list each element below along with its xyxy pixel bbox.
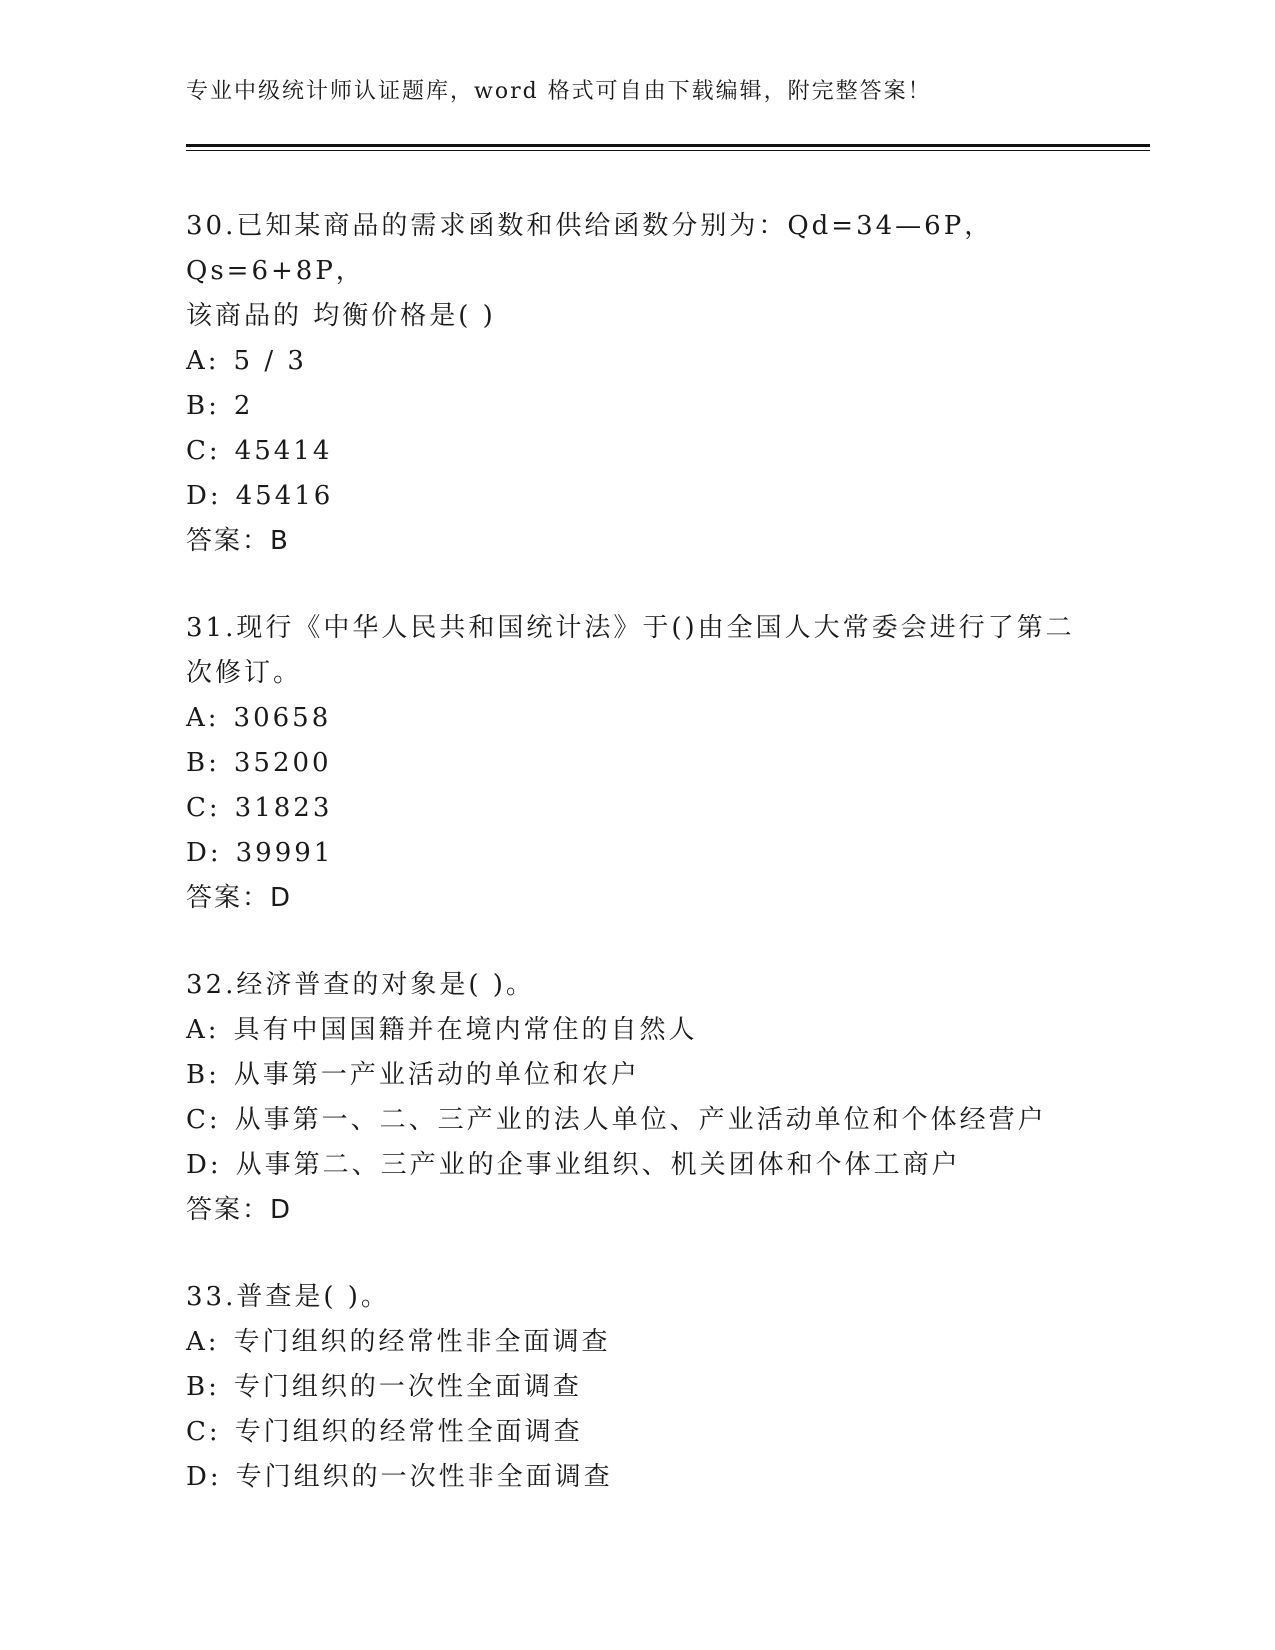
option-d [186,474,1086,519]
option-c [186,786,1086,831]
option-a [186,696,1086,741]
option-b [186,1365,1086,1410]
question-33 [186,1275,1086,1500]
option-text: 39991 [235,838,334,868]
option-d [186,831,1086,876]
option-letter: D [186,838,210,868]
question-stem-continued: 次修订。 [186,658,303,688]
option-letter: C [186,436,209,466]
question-stem: 32.经济普查的对象是( )。 [186,970,535,1000]
option-letter: A [186,1327,208,1357]
option-separator: : [208,391,220,421]
question-stem: 30.已知某商品的需求函数和供给函数分别为：Qd=34—6P，Qs=6+8P， [186,211,994,286]
option-text: 从事第一、二、三产业的法人单位、产业活动单位和个体经营户 [234,1105,1047,1135]
option-separator: : [209,838,222,868]
option-b [186,1053,1086,1098]
option-b [186,741,1086,786]
option-separator: : [208,1372,220,1402]
option-text: 45414 [234,436,333,466]
option-d [186,1455,1086,1500]
option-separator: : [208,793,221,823]
option-separator: : [208,1105,221,1135]
option-c [186,1410,1086,1455]
option-separator: : [208,436,221,466]
question-32 [186,963,1086,1233]
option-letter: B [186,748,209,778]
option-separator: : [207,1015,220,1045]
option-letter: D [186,481,210,511]
option-separator: : [208,1060,220,1090]
option-letter: D [186,1462,210,1492]
question-30 [186,204,1086,564]
option-letter: D [186,1150,210,1180]
question-list [186,204,1086,1542]
option-text: 从事第二、三产业的企事业组织、机关团体和个体工商户 [235,1150,961,1180]
option-letter: B [186,1372,209,1402]
option-a [186,1008,1086,1053]
option-b [186,384,1086,429]
page-header-title: 专业中级统计师认证题库，word 格式可自由下载编辑，附完整答案！ [186,79,932,104]
option-text: 45416 [235,481,334,511]
option-text: 2 [233,391,254,421]
option-d [186,1143,1086,1188]
option-text: 专门组织的经常性全面调查 [234,1417,583,1447]
option-separator: : [207,346,220,376]
option-letter: C [186,1105,209,1135]
option-text: 31823 [234,793,333,823]
option-separator: : [207,703,220,733]
option-c [186,429,1086,474]
option-text: 从事第一产业活动的单位和农户 [233,1060,640,1090]
answer-label: 答案：D [186,883,293,913]
option-separator: : [209,1150,222,1180]
option-letter: C [186,1417,209,1447]
option-text: 专门组织的一次性非全面调查 [235,1462,613,1492]
option-a [186,339,1086,384]
option-separator: : [209,481,222,511]
option-letter: A [186,1015,208,1045]
option-separator: : [208,748,220,778]
option-letter: B [186,1060,209,1090]
option-text: 35200 [233,748,332,778]
option-letter: A [186,703,208,733]
answer-label: 答案：D [186,1195,293,1225]
question-31 [186,606,1086,921]
option-text: 5 / 3 [233,346,307,376]
option-separator: : [209,1462,222,1492]
header-rule-thin [186,150,1150,151]
header-rule-thick [186,144,1150,147]
option-letter: A [186,346,208,376]
answer-label: 答案：B [186,526,290,556]
question-stem-continued: 该商品的 均衡价格是( ) [186,301,496,331]
option-letter: C [186,793,209,823]
option-text: 专门组织的经常性非全面调查 [233,1327,611,1357]
option-letter: B [186,391,209,421]
question-stem: 31.现行《中华人民共和国统计法》于()由全国人大常委会进行了第二 [186,613,1075,643]
option-text: 专门组织的一次性全面调查 [233,1372,582,1402]
option-separator: : [207,1327,220,1357]
option-a [186,1320,1086,1365]
option-separator: : [208,1417,221,1447]
option-c [186,1098,1086,1143]
option-text: 具有中国国籍并在境内常住的自然人 [233,1015,698,1045]
question-stem: 33.普查是( )。 [186,1282,390,1312]
option-text: 30658 [233,703,332,733]
